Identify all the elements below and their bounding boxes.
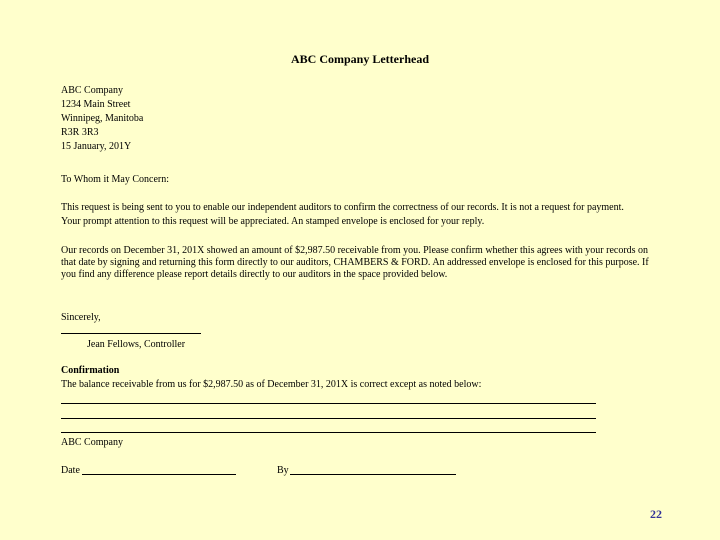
address-postal-code: R3R 3R3 [61,127,99,138]
paragraph-request [61,201,624,229]
note-line-1[interactable] [61,403,596,404]
address-city: Winnipeg, Manitoba [61,113,144,124]
confirmation-heading: Confirmation [61,365,120,376]
paragraph-line: you find any difference please report details directly to our auditors in the space provided below. [61,269,448,280]
closing: Sincerely, [61,312,101,323]
address-street: 1234 Main Street [61,99,131,110]
page-number: 22 [650,507,662,521]
confirmation-text: The balance receivable from us for $2,987.50 as of December 31, 201X is correct except as noted below: [61,379,482,390]
address-company: ABC Company [61,85,123,96]
note-line-2[interactable] [61,418,596,419]
letter-date: 15 January, 201Y [61,141,132,152]
signature-line [61,333,201,334]
paragraph-records [61,245,661,281]
date-label: Date [61,465,80,476]
paragraph-line: that date by signing and returning this form directly to our auditors, CHAMBERS & FORD. An addressed envelope is enclosed for this purpose. If [61,257,649,268]
date-signature-line[interactable] [82,474,236,475]
letterhead-title: ABC Company Letterhead [291,52,429,66]
signatory-name: Jean Fellows, Controller [87,339,186,350]
note-line-3[interactable] [61,432,596,433]
paragraph-line: Your prompt attention to this request will be appreciated. An stamped envelope is enclosed for your reply. [61,216,485,227]
address-block [61,84,143,154]
paragraph-line: This request is being sent to you to enable our independent auditors to confirm the correctness of our records. It is not a request for payment. [61,202,624,213]
by-signature-line[interactable] [290,474,456,475]
confirm-company: ABC Company [61,437,123,448]
paragraph-line: Our records on December 31, 201X showed an amount of $2,987.50 receivable from you. Please confirm whether this agrees with your records on [61,245,649,256]
by-label: By [277,465,289,476]
greeting: To Whom it May Concern: [61,174,169,185]
